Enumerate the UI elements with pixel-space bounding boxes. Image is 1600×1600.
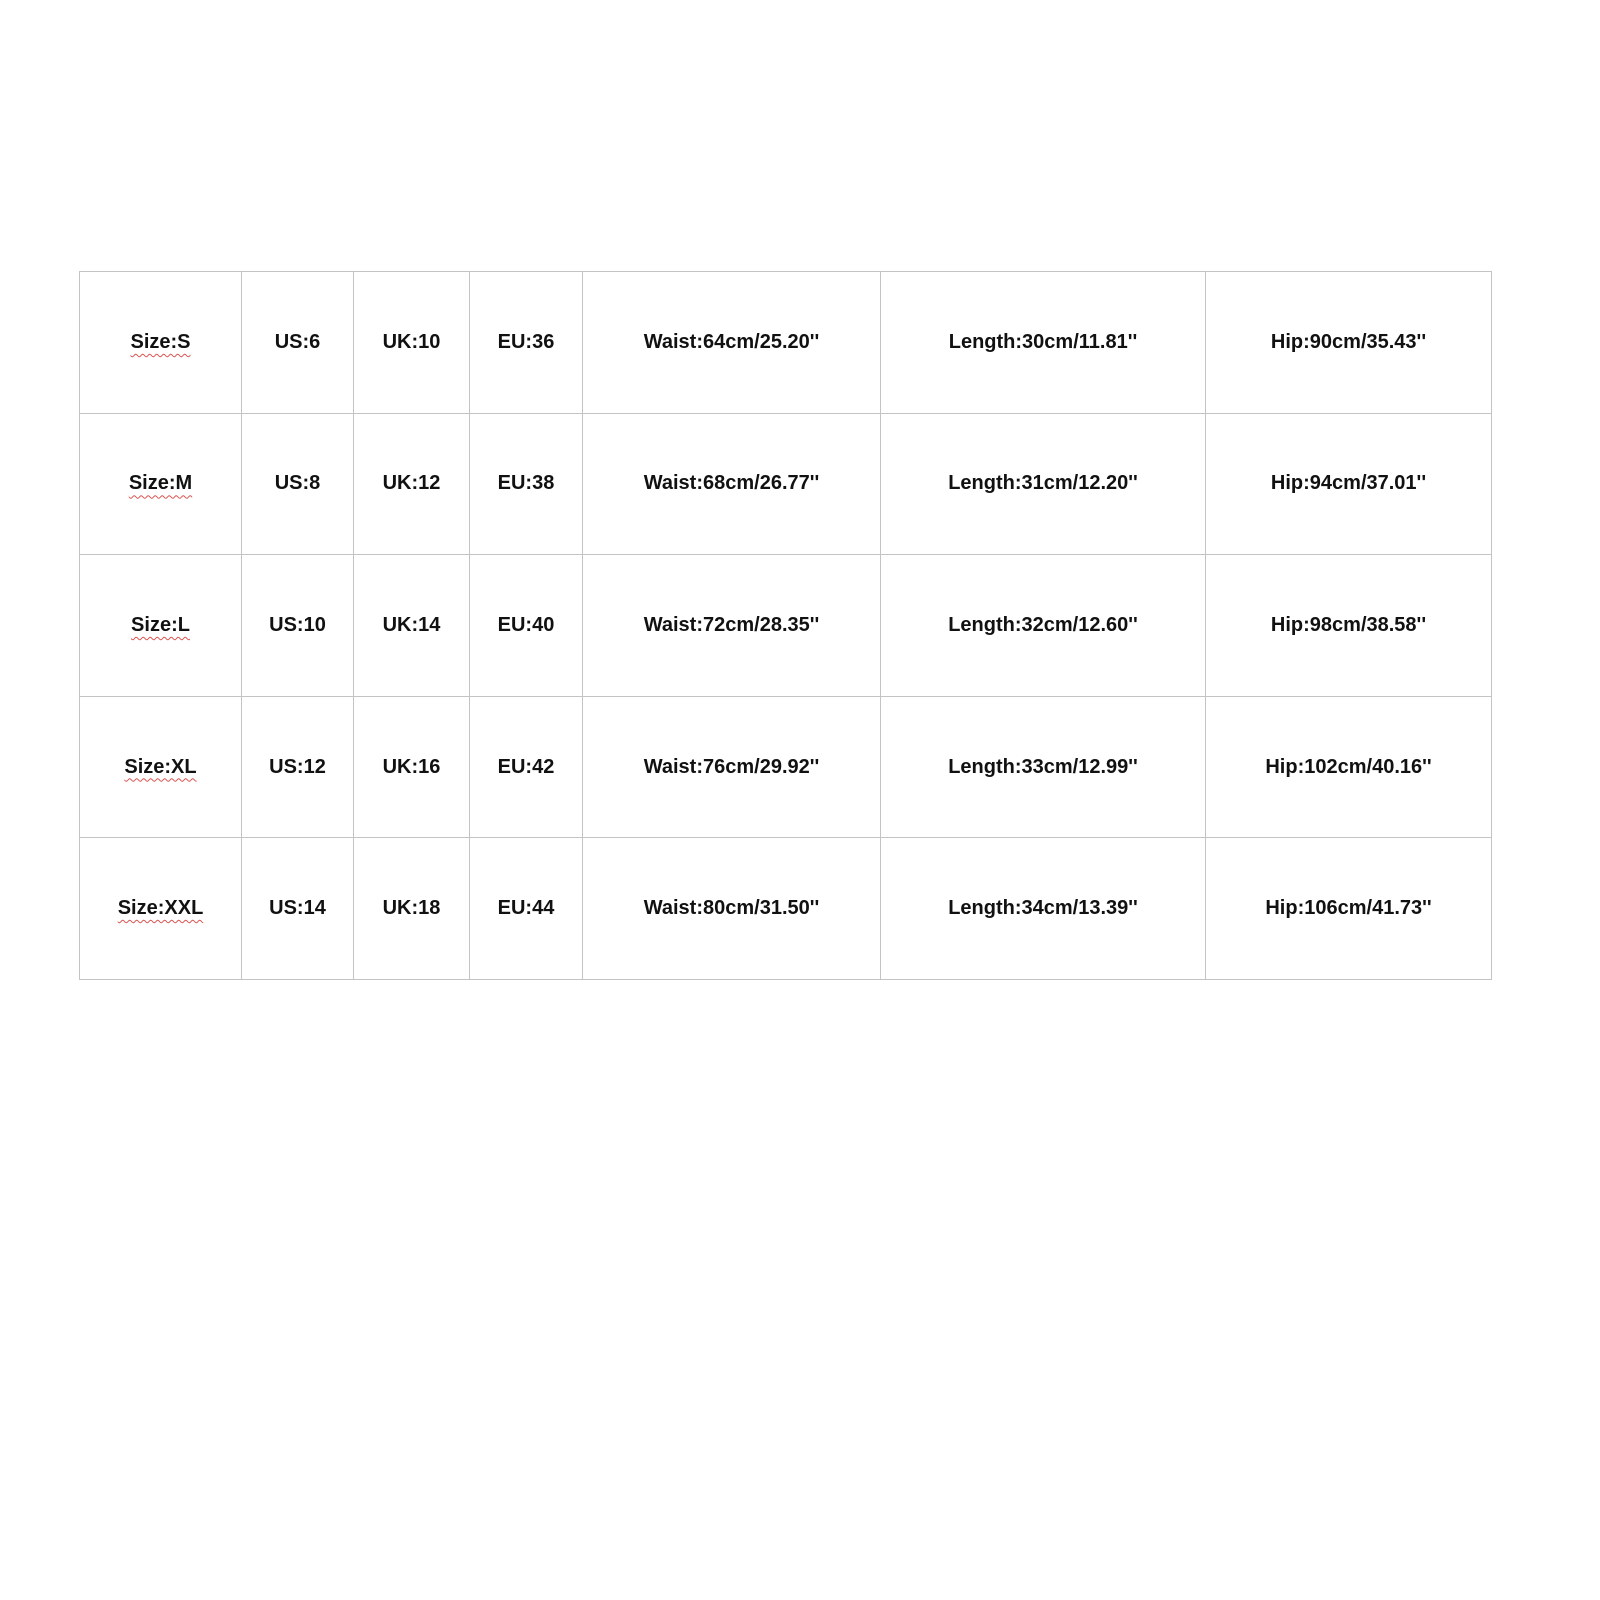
us-size-cell: US:8 — [242, 413, 354, 555]
hip-cell: Hip:98cm/38.58'' — [1206, 555, 1492, 697]
uk-size-cell: UK:18 — [354, 838, 470, 980]
size-label: Size:S — [130, 330, 191, 353]
length-cell: Length:32cm/12.60'' — [881, 555, 1206, 697]
us-size-cell: US:10 — [242, 555, 354, 697]
length-cell: Length:30cm/11.81'' — [881, 272, 1206, 414]
us-size-cell: US:12 — [242, 696, 354, 838]
waist-cell: Waist:76cm/29.92'' — [583, 696, 881, 838]
size-cell — [80, 555, 242, 697]
size-label: Size:L — [131, 613, 190, 636]
hip-cell: Hip:102cm/40.16'' — [1206, 696, 1492, 838]
length-cell: Length:33cm/12.99'' — [881, 696, 1206, 838]
size-cell — [80, 696, 242, 838]
length-cell: Length:31cm/12.20'' — [881, 413, 1206, 555]
uk-size-cell: UK:12 — [354, 413, 470, 555]
us-size-cell: US:14 — [242, 838, 354, 980]
hip-cell: Hip:94cm/37.01'' — [1206, 413, 1492, 555]
table-row — [80, 272, 1492, 414]
eu-size-cell: EU:42 — [470, 696, 583, 838]
size-cell — [80, 838, 242, 980]
uk-size-cell: UK:10 — [354, 272, 470, 414]
waist-cell: Waist:68cm/26.77'' — [583, 413, 881, 555]
hip-cell: Hip:90cm/35.43'' — [1206, 272, 1492, 414]
table-row — [80, 696, 1492, 838]
table-row — [80, 555, 1492, 697]
waist-cell: Waist:64cm/25.20'' — [583, 272, 881, 414]
uk-size-cell: UK:14 — [354, 555, 470, 697]
size-cell — [80, 272, 242, 414]
eu-size-cell: EU:40 — [470, 555, 583, 697]
uk-size-cell: UK:16 — [354, 696, 470, 838]
waist-cell: Waist:80cm/31.50'' — [583, 838, 881, 980]
table-row — [80, 413, 1492, 555]
size-label: Size:XXL — [117, 897, 204, 920]
table-row — [80, 838, 1492, 980]
eu-size-cell: EU:38 — [470, 413, 583, 555]
length-cell: Length:34cm/13.39'' — [881, 838, 1206, 980]
size-cell — [80, 413, 242, 555]
us-size-cell: US:6 — [242, 272, 354, 414]
size-label: Size:XL — [124, 755, 197, 778]
waist-cell: Waist:72cm/28.35'' — [583, 555, 881, 697]
eu-size-cell: EU:44 — [470, 838, 583, 980]
eu-size-cell: EU:36 — [470, 272, 583, 414]
size-chart-table — [79, 271, 1492, 980]
size-label: Size:M — [128, 472, 193, 495]
hip-cell: Hip:106cm/41.73'' — [1206, 838, 1492, 980]
